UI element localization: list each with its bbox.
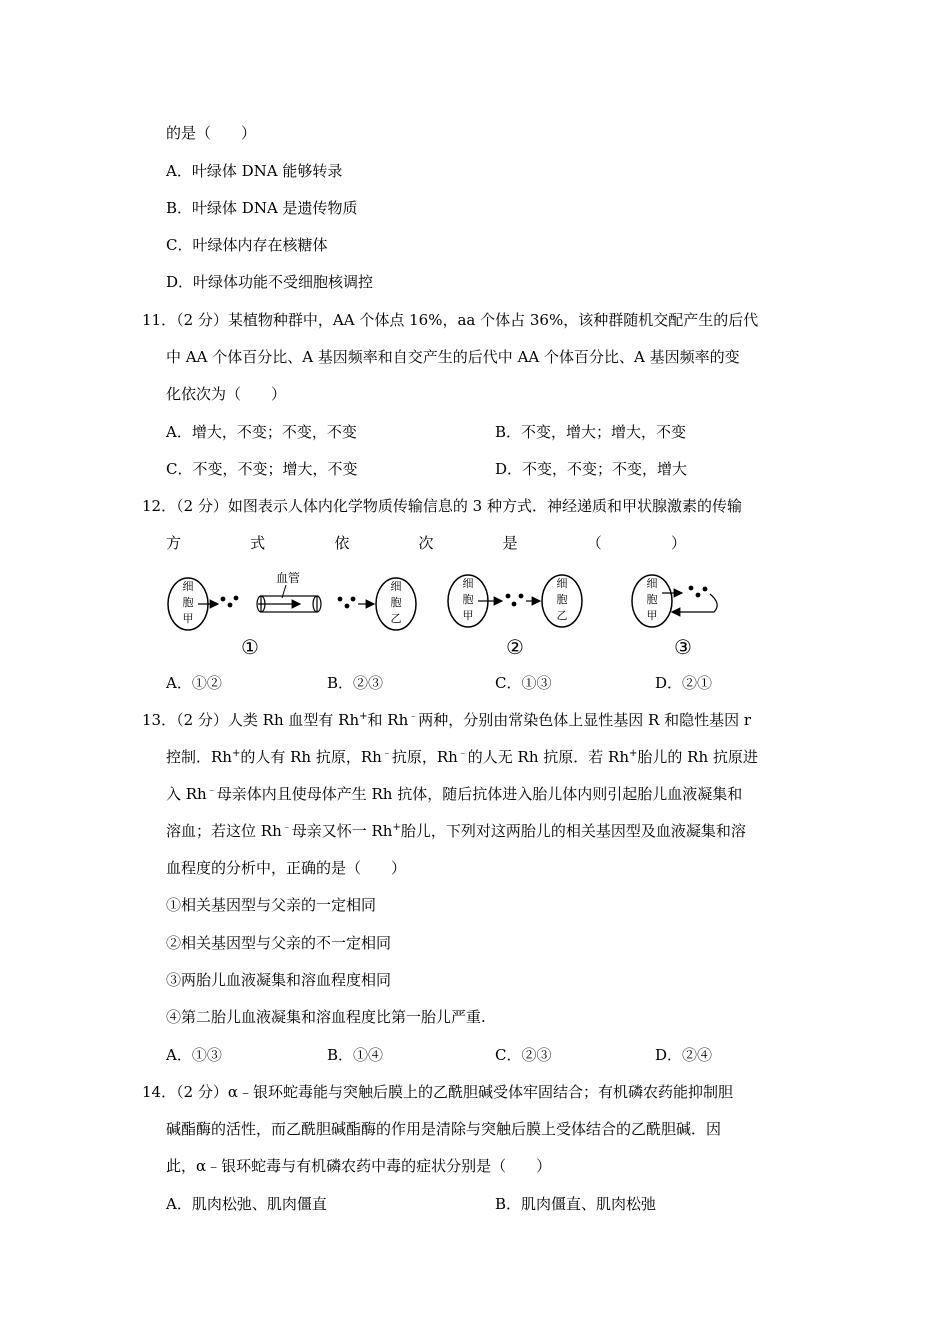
cell-a-1-char: 甲 — [182, 612, 194, 625]
q11-option-a: A．增大，不变；不变，不变 — [166, 423, 357, 441]
q13-text: 母亲又怀一 Rh — [291, 822, 393, 840]
q14-stem-line1: 14．（2 分）α﹣银环蛇毒能与突触后膜上的乙酰胆碱受体牢固结合；有机磷农药能抑制胆 — [142, 1083, 734, 1101]
q13-statement-1: ①相关基因型与父亲的一定相同 — [166, 896, 377, 914]
q13-stem-line4 — [166, 821, 746, 841]
q10-option-b: B．叶绿体 DNA 是遗传物质 — [166, 199, 358, 217]
q13-sup: ﹣ — [381, 748, 392, 759]
q14-stem-line2: 碱酯酶的活性，而乙酰胆碱酯酶的作用是清除与突触后膜上受体结合的乙酰胆碱．因 — [166, 1120, 722, 1138]
molecule-dot — [234, 596, 239, 601]
q13-sup: + — [392, 822, 401, 833]
q14-stem-line3: 此，α﹣银环蛇毒与有机磷农药中毒的症状分别是（ ） — [166, 1157, 552, 1175]
q11-option-c: C．不变，不变；增大，不变 — [166, 460, 358, 478]
q13-sup: + — [359, 711, 368, 722]
cell-b-1-char: 胞 — [390, 596, 402, 609]
q11-stem-line1: 11．（2 分）某植物种群中，AA 个体点 16%，aa 个体占 36%，该种群随机交配产生的后代 — [142, 311, 759, 329]
molecule-dot — [512, 602, 517, 607]
diagram-label-3: ③ — [674, 635, 692, 658]
autocrine-arrow — [672, 594, 717, 612]
q12-char: 方 — [166, 534, 182, 552]
q12-char: 式 — [250, 534, 266, 552]
q12-char: 是 — [502, 534, 518, 552]
q13-stem-line5: 血程度的分析中，正确的是（ ） — [166, 859, 407, 877]
q11-stem-line2: 中 AA 个体百分比、A 基因频率和自交产生的后代中 AA 个体百分比、A 基因频率的变 — [166, 348, 740, 366]
q12-stem-line1: 12．（2 分）如图表示人体内化学物质传输信息的 3 种方式．神经递质和甲状腺激素的传输 — [142, 497, 742, 515]
q10-option-a: A．叶绿体 DNA 能够转录 — [166, 162, 343, 180]
q14-option-a: A．肌肉松弛、肌肉僵直 — [166, 1195, 327, 1213]
q13-statement-3: ③两胎儿血液凝集和溶血程度相同 — [166, 971, 392, 989]
q14-option-b: B．肌肉僵直、肌肉松弛 — [495, 1195, 657, 1213]
molecule-dot — [221, 597, 226, 602]
molecule-dot — [351, 597, 356, 602]
diagram-label-1: ① — [241, 635, 259, 658]
q13-option-c: C．②③ — [495, 1046, 552, 1064]
diagram-2 — [448, 575, 582, 658]
cell-a-3-char: 细 — [646, 577, 658, 590]
molecule-dot — [345, 604, 350, 609]
q13-statement-2: ②相关基因型与父亲的不一定相同 — [166, 934, 392, 952]
diagram-1 — [168, 571, 416, 658]
q11-stem-line3: 化依次为（ ） — [166, 385, 287, 403]
q13-text: 胎儿的 Rh 抗原进 — [637, 748, 758, 766]
q12-stem-line2 — [166, 533, 686, 553]
q12-option-b: B．②③ — [327, 674, 384, 692]
q11-option-b: B．不变，增大；增大，不变 — [495, 423, 687, 441]
q12-char: 依 — [334, 534, 350, 552]
cell-a-3-char: 甲 — [646, 609, 658, 622]
q13-text: 母亲体内且使母体产生 Rh 抗体，随后抗体进入胎儿体内则引起胎儿血液凝集和 — [216, 785, 743, 803]
q10-stem-tail: 的是（ ） — [166, 124, 257, 142]
q13-text: 胎儿，下列对这两胎儿的相关基因型及血液凝集和溶 — [400, 822, 746, 840]
cell-a-2-char: 细 — [462, 577, 474, 590]
cell-b-2-char: 细 — [556, 577, 568, 590]
q12-char: 次 — [418, 534, 434, 552]
q13-text: 和 Rh — [367, 711, 409, 729]
molecule-dot — [519, 594, 524, 599]
q10-option-d: D．叶绿体功能不受细胞核调控 — [166, 273, 374, 291]
cell-a-2-char: 甲 — [462, 609, 474, 622]
q13-text: 溶血；若这位 Rh — [166, 822, 282, 840]
q12-option-d: D．②① — [655, 674, 713, 692]
cell-b-2-char: 胞 — [556, 593, 568, 606]
q13-sup: ﹣ — [281, 822, 292, 833]
q13-text: 控制．Rh — [166, 748, 232, 766]
q13-text: 的人无 Rh 抗原．若 Rh — [467, 748, 629, 766]
diagram-label-2: ② — [506, 635, 524, 658]
q12-option-a: A．①② — [166, 674, 222, 692]
q10-option-c: C．叶绿体内存在核糖体 — [166, 236, 328, 254]
q13-text: 入 Rh — [166, 785, 207, 803]
diagram-3 — [632, 575, 717, 658]
q13-stem-line3 — [166, 784, 742, 804]
q12-option-c: C．①③ — [495, 674, 552, 692]
signal-transmission-diagram — [160, 568, 740, 658]
q13-stem-line1 — [142, 710, 751, 730]
molecule-dot — [696, 593, 701, 598]
q13-sup: ﹣ — [206, 785, 217, 796]
cell-b-1-char: 乙 — [390, 612, 402, 625]
q13-text: 抗原，Rh — [391, 748, 458, 766]
q13-sup: + — [231, 748, 241, 759]
q13-option-b: B．①④ — [327, 1046, 384, 1064]
cell-a-2-char: 胞 — [462, 593, 474, 606]
q13-text: 13．（2 分）人类 Rh 血型有 Rh — [142, 711, 360, 729]
molecule-dot — [689, 586, 694, 591]
vessel-label: 血管 — [276, 571, 301, 585]
molecule-dot — [703, 587, 708, 592]
q13-text: 两种，分别由常染色体上显性基因 R 和隐性基因 r — [418, 711, 752, 729]
q11-option-d: D．不变，不变；不变，增大 — [495, 460, 688, 478]
q13-sup: ﹣ — [457, 748, 468, 759]
cell-a-3-char: 胞 — [646, 593, 658, 606]
q13-sup: ﹣ — [408, 711, 419, 722]
cell-a-1-char: 胞 — [182, 596, 194, 609]
cell-b-2-char: 乙 — [556, 609, 568, 622]
q13-text: 的人有 Rh 抗原，Rh — [240, 748, 382, 766]
q12-char: （ — [586, 534, 602, 552]
molecule-dot — [338, 597, 343, 602]
q13-option-a: A．①③ — [166, 1046, 222, 1064]
q13-stem-line2 — [166, 747, 758, 767]
cell-b-1-char: 细 — [390, 580, 402, 593]
q13-statement-4: ④第二胎儿血液凝集和溶血程度比第一胎儿严重. — [166, 1008, 486, 1026]
q13-sup: + — [629, 748, 638, 759]
q13-option-d: D．②④ — [655, 1046, 713, 1064]
molecule-dot — [506, 594, 511, 599]
cell-a-1-char: 细 — [182, 580, 194, 593]
molecule-dot — [228, 603, 233, 608]
q12-char: ） — [670, 534, 686, 552]
